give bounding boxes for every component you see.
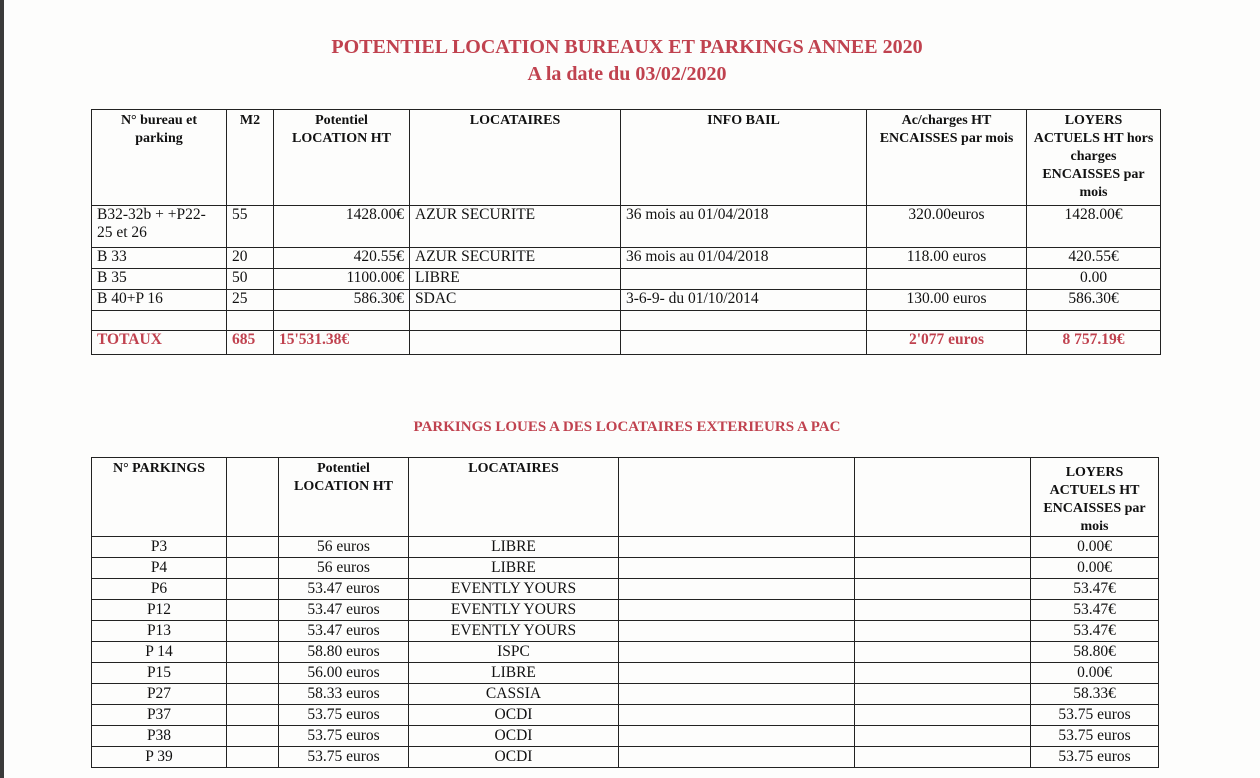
cell-num: P13 bbox=[92, 621, 227, 642]
cell-loyer: 0.00€ bbox=[1031, 558, 1159, 579]
cell-charges: 130.00 euros bbox=[867, 290, 1027, 311]
table-row bbox=[92, 558, 1159, 579]
cell-loyer: 0.00€ bbox=[1031, 537, 1159, 558]
cell-potentiel: 1100.00€ bbox=[274, 269, 410, 290]
parkings-table bbox=[91, 457, 1159, 768]
cell-num: P38 bbox=[92, 726, 227, 747]
cell-loyer: 53.47€ bbox=[1031, 600, 1159, 621]
cell-m2: 20 bbox=[227, 248, 274, 269]
cell-num: P37 bbox=[92, 705, 227, 726]
cell-potentiel: 53.47 euros bbox=[279, 621, 409, 642]
table-row bbox=[92, 726, 1159, 747]
col-header-info-bail: INFO BAIL bbox=[621, 110, 867, 206]
cell-loyer: 1428.00€ bbox=[1027, 206, 1161, 248]
table-row bbox=[92, 290, 1161, 311]
cell-num: B 35 bbox=[92, 269, 227, 290]
cell-locataire: OCDI bbox=[409, 747, 619, 768]
cell-locataire: EVENTLY YOURS bbox=[409, 621, 619, 642]
cell-locataire: LIBRE bbox=[409, 663, 619, 684]
section-title-parkings: PARKINGS LOUES A DES LOCATAIRES EXTERIEURS A PAC bbox=[413, 419, 841, 435]
cell-potentiel: 53.47 euros bbox=[279, 600, 409, 621]
col-header-potentiel: Potentiel LOCATION HT bbox=[274, 110, 410, 206]
table-row bbox=[92, 537, 1159, 558]
table-row bbox=[92, 621, 1159, 642]
cell-locataire: OCDI bbox=[409, 705, 619, 726]
cell-num: P3 bbox=[92, 537, 227, 558]
cell-num: P15 bbox=[92, 663, 227, 684]
cell-locataire: OCDI bbox=[409, 726, 619, 747]
cell-locataire: CASSIA bbox=[409, 684, 619, 705]
cell-loyer: 586.30€ bbox=[1027, 290, 1161, 311]
table-row bbox=[92, 269, 1161, 290]
cell-loyer: 0.00 bbox=[1027, 269, 1161, 290]
cell-num: P4 bbox=[92, 558, 227, 579]
cell-num: P27 bbox=[92, 684, 227, 705]
cell-potentiel: 586.30€ bbox=[274, 290, 410, 311]
col-header-potentiel: Potentiel LOCATION HT bbox=[279, 458, 409, 537]
cell-locataire: AZUR SECURITE bbox=[410, 248, 621, 269]
cell-loyer: 53.75 euros bbox=[1031, 705, 1159, 726]
cell-num: P12 bbox=[92, 600, 227, 621]
totals-loyer: 8 757.19€ bbox=[1027, 331, 1161, 355]
table-row bbox=[92, 663, 1159, 684]
col-header-num: N° bureau et parking bbox=[92, 110, 227, 206]
cell-potentiel: 53.75 euros bbox=[279, 747, 409, 768]
cell-loyer: 53.47€ bbox=[1031, 579, 1159, 600]
col-header-locataires: LOCATAIRES bbox=[409, 458, 619, 537]
cell-locataire: ISPC bbox=[409, 642, 619, 663]
col-header-loyers: LOYERS ACTUELS HT ENCAISSES par mois bbox=[1031, 458, 1159, 537]
cell-num: B32-32b + +P22-25 et 26 bbox=[92, 206, 227, 248]
cell-info-bail: 36 mois au 01/04/2018 bbox=[621, 206, 867, 248]
cell-m2: 25 bbox=[227, 290, 274, 311]
cell-charges: 118.00 euros bbox=[867, 248, 1027, 269]
table-row bbox=[92, 642, 1159, 663]
cell-potentiel: 53.47 euros bbox=[279, 579, 409, 600]
cell-charges: 320.00euros bbox=[867, 206, 1027, 248]
col-header-num: N° PARKINGS bbox=[92, 458, 227, 537]
cell-num: B 40+P 16 bbox=[92, 290, 227, 311]
col-header-locataires: LOCATAIRES bbox=[410, 110, 621, 206]
cell-locataire: LIBRE bbox=[409, 558, 619, 579]
cell-info-bail bbox=[621, 269, 867, 290]
cell-loyer: 53.75 euros bbox=[1031, 726, 1159, 747]
cell-loyer: 58.33€ bbox=[1031, 684, 1159, 705]
cell-potentiel: 56 euros bbox=[279, 537, 409, 558]
offices-table bbox=[91, 109, 1161, 355]
cell-num: B 33 bbox=[92, 248, 227, 269]
cell-potentiel: 58.33 euros bbox=[279, 684, 409, 705]
cell-potentiel: 53.75 euros bbox=[279, 705, 409, 726]
cell-num: P6 bbox=[92, 579, 227, 600]
col-header-m2: M2 bbox=[227, 110, 274, 206]
table-row bbox=[92, 705, 1159, 726]
cell-potentiel: 420.55€ bbox=[274, 248, 410, 269]
totals-potentiel: 15'531.38€ bbox=[274, 331, 410, 355]
cell-loyer: 53.47€ bbox=[1031, 621, 1159, 642]
cell-num: P 14 bbox=[92, 642, 227, 663]
offices-header-row bbox=[92, 110, 1161, 206]
totals-m2: 685 bbox=[227, 331, 274, 355]
cell-potentiel: 58.80 euros bbox=[279, 642, 409, 663]
cell-info-bail: 36 mois au 01/04/2018 bbox=[621, 248, 867, 269]
table-row bbox=[92, 579, 1159, 600]
cell-num: P 39 bbox=[92, 747, 227, 768]
cell-loyer: 53.75 euros bbox=[1031, 747, 1159, 768]
cell-potentiel: 1428.00€ bbox=[274, 206, 410, 248]
cell-locataire: EVENTLY YOURS bbox=[409, 600, 619, 621]
cell-potentiel: 53.75 euros bbox=[279, 726, 409, 747]
col-header-charges: Ac/charges HT ENCAISSES par mois bbox=[867, 110, 1027, 206]
cell-loyer: 0.00€ bbox=[1031, 663, 1159, 684]
totals-charges: 2'077 euros bbox=[867, 331, 1027, 355]
document-date: A la date du 03/02/2020 bbox=[527, 63, 727, 85]
col-header-loyers: LOYERS ACTUELS HT hors charges ENCAISSES par mois bbox=[1027, 110, 1161, 206]
table-row bbox=[92, 747, 1159, 768]
cell-locataire: LIBRE bbox=[410, 269, 621, 290]
cell-locataire: AZUR SECURITE bbox=[410, 206, 621, 248]
totals-row bbox=[92, 331, 1161, 355]
cell-locataire: SDAC bbox=[410, 290, 621, 311]
table-row bbox=[92, 206, 1161, 248]
table-row bbox=[92, 248, 1161, 269]
table-row bbox=[92, 684, 1159, 705]
cell-info-bail: 3-6-9- du 01/10/2014 bbox=[621, 290, 867, 311]
document-title: POTENTIEL LOCATION BUREAUX ET PARKINGS ANNEE 2020 bbox=[331, 36, 923, 58]
cell-charges bbox=[867, 269, 1027, 290]
page-edge bbox=[0, 0, 4, 778]
cell-potentiel: 56 euros bbox=[279, 558, 409, 579]
cell-loyer: 58.80€ bbox=[1031, 642, 1159, 663]
cell-m2: 55 bbox=[227, 206, 274, 248]
parkings-header-row bbox=[92, 458, 1159, 537]
cell-locataire: LIBRE bbox=[409, 537, 619, 558]
table-row bbox=[92, 600, 1159, 621]
cell-locataire: EVENTLY YOURS bbox=[409, 579, 619, 600]
totals-label: TOTAUX bbox=[92, 331, 227, 355]
cell-m2: 50 bbox=[227, 269, 274, 290]
cell-loyer: 420.55€ bbox=[1027, 248, 1161, 269]
empty-row bbox=[92, 311, 1161, 331]
cell-potentiel: 56.00 euros bbox=[279, 663, 409, 684]
